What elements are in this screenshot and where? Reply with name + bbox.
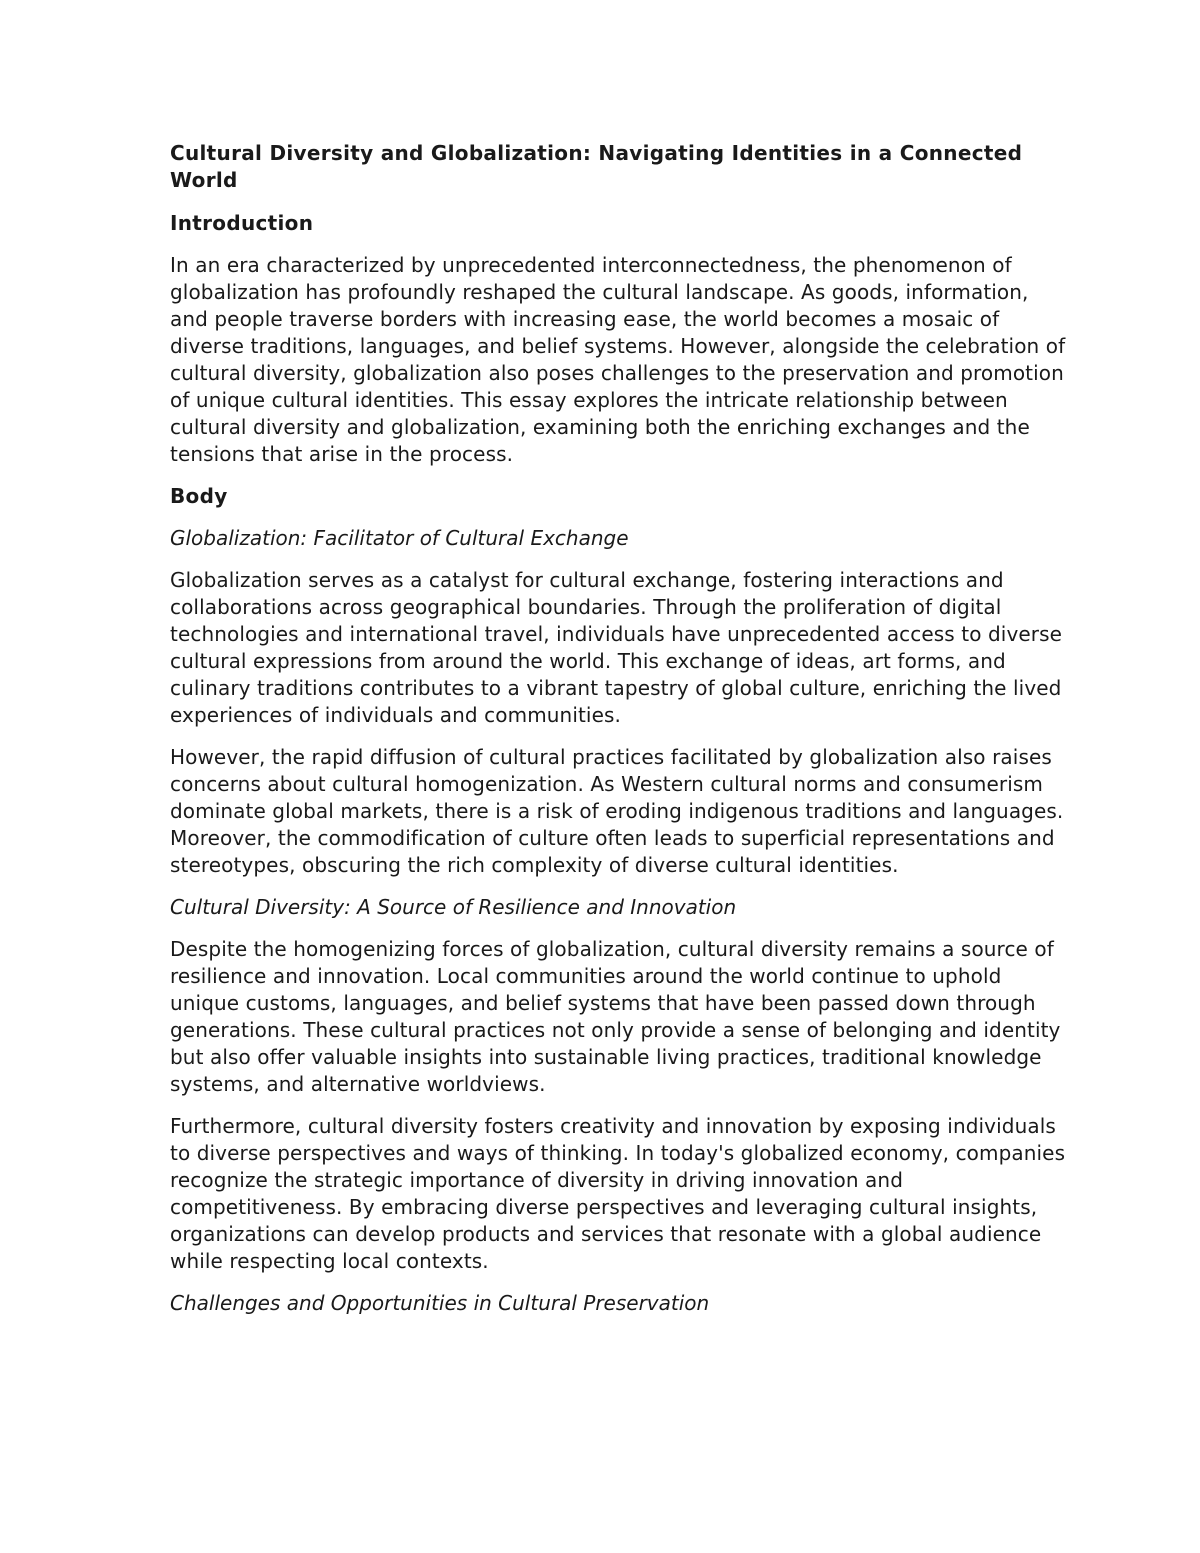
cultural-exchange-paragraph-2: However, the rapid diffusion of cultural practices facilitated by globalization also raises concerns about cultural homogenization. As Western cultural norms and consumerism dominate global markets, there is a risk of eroding indigenous traditions and languages. Moreover, the commodification of culture often leads to superficial representations and stereotypes, obscuring the rich complexity of diverse cultural identities. (170, 745, 1064, 877)
resilience-paragraph-1: Despite the homogenizing forces of globalization, cultural diversity remains a source of resilience and innovation. Local communities around the world continue to uphold unique customs, languages, and belief systems that have been passed down through generations. These cultural practices not only provide a sense of belonging and identity but also offer valuable insights into sustainable living practices, traditional knowledge systems, and alternative worldviews. (170, 937, 1061, 1096)
subheading-cultural-preservation: Challenges and Opportunities in Cultural Preservation (170, 1291, 710, 1315)
section-heading-introduction: Introduction (170, 211, 314, 235)
document-title: Cultural Diversity and Globalization: Navigating Identities in a Connected World (170, 141, 1023, 192)
resilience-paragraph-2: Furthermore, cultural diversity fosters creativity and innovation by exposing individuals to diverse perspectives and ways of thinking. In today's globalized economy, companies recognize the strategic importance of diversity in driving innovation and competitiveness. By embracing diverse perspectives and leveraging cultural insights, organizations can develop products and services that resonate with a global audience while respecting local contexts. (170, 1114, 1066, 1273)
section-heading-body: Body (170, 484, 228, 508)
subheading-cultural-exchange: Globalization: Facilitator of Cultural Exchange (170, 526, 629, 550)
introduction-paragraph: In an era characterized by unprecedented interconnectedness, the phenomenon of globalization has profoundly reshaped the cultural landscape. As goods, information, and people traverse borders with increasing ease, the world becomes a mosaic of diverse traditions, languages, and belief systems. However, alongside the celebration of cultural diversity, globalization also poses challenges to the preservation and promotion of unique cultural identities. This essay explores the intricate relationship between cultural diversity and globalization, examining both the enriching exchanges and the tensions that arise in the process. (170, 253, 1066, 466)
cultural-exchange-paragraph-1: Globalization serves as a catalyst for cultural exchange, fostering interactions and collaborations across geographical boundaries. Through the proliferation of digital technologies and international travel, individuals have unprecedented access to diverse cultural expressions from around the world. This exchange of ideas, art forms, and culinary traditions contributes to a vibrant tapestry of global culture, enriching the lived experiences of individuals and communities. (170, 568, 1063, 727)
document-page (170, 140, 1070, 1332)
subheading-resilience-innovation: Cultural Diversity: A Source of Resilience and Innovation (170, 895, 737, 919)
